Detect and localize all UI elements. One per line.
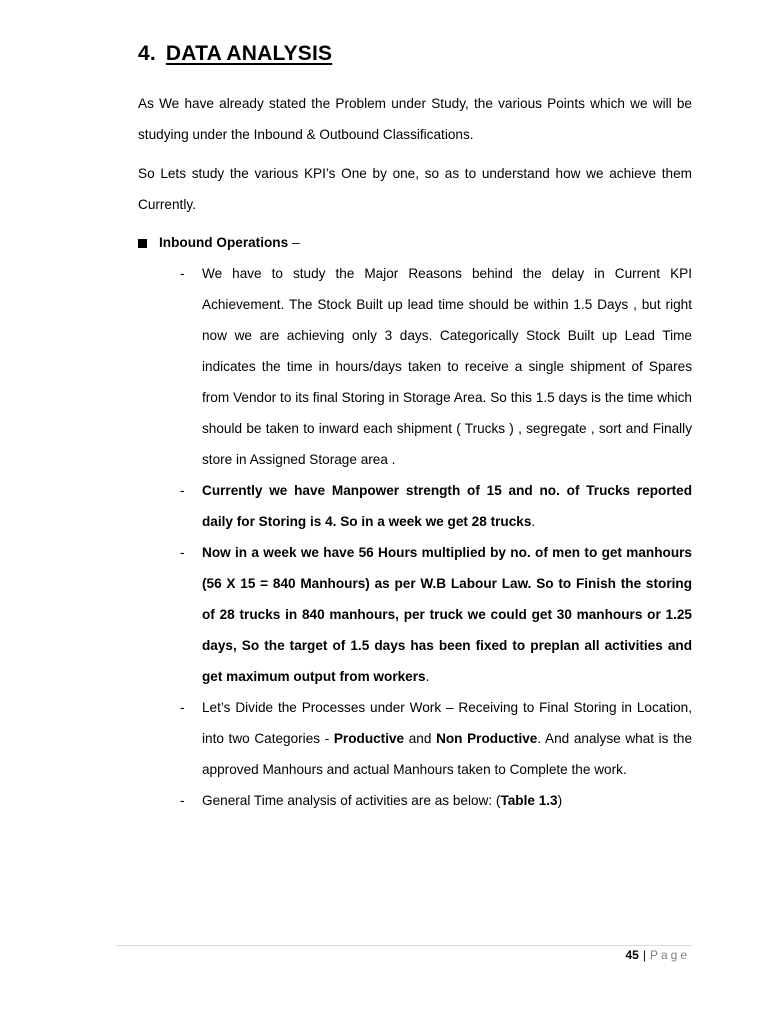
footer-divider [116,945,692,946]
inbound-operations-title: Inbound Operations [159,235,289,250]
inbound-operations-dash: – [292,235,300,250]
list-item [180,692,692,785]
list-item-text: General Time analysis of activities are as below: ( [202,793,501,808]
dash-marker: - [180,545,185,560]
list-item-text: . And analyse what is the approved Manhours and actual Manhours taken to Complete the work. [202,731,693,777]
list-item-text: We have to study the Major Reasons behind the delay in Current KPI Achievement. The Stock Built up lead time should be within 1.5 Days , but right now we are achieving only 3 days. Categorically Stock Built up Lead Time indicates the time in hours/days taken to receive a single shipment of Spares from Vendor to its final Storing in Storage Area. So this 1.5 days is the time which should be taken to inward each shipment ( Trucks ) , segregate , sort and Finally store in Assigned Storage area . [202,266,692,467]
heading-number: 4. [138,42,156,65]
page-footer [625,948,690,962]
list-item-tail: . [425,669,430,684]
list-item [180,475,692,537]
section-heading [138,42,332,66]
list-item [180,537,692,692]
list-item [180,785,692,816]
list-item-bold-text: Now in a week we have 56 Hours multiplied by no. of men to get manhours (56 X 15 = 840 Manhours) as per W.B Labour Law. So to Finish the storing of 28 trucks in 840 manhours, per truck we could get 30 manhours or 1.25 days, So the target of 1.5 days has been fixed to preplan all activities and get maximum output from workers [202,545,692,684]
list-item-bold-text: Currently we have Manpower strength of 15 and no. of Trucks reported daily for Storing is 4. So in a week we get 28 trucks [202,483,692,529]
list-item-text: ) [557,793,563,808]
page-label: Page [649,948,690,962]
inbound-points-list [180,258,692,816]
list-item-text: and [404,731,437,746]
dash-marker: - [180,700,185,715]
dash-marker: - [180,793,185,808]
footer-separator: | [642,948,646,962]
productive-label: Productive [333,731,405,746]
table-reference: Table 1.3 [500,793,558,808]
non-productive-label: Non Productive [436,731,538,746]
dash-marker: - [180,266,185,281]
page-number: 45 [625,948,639,962]
kpi-paragraph: So Lets study the various KPI’s One by one, so as to understand how we achieve them Currently. [138,166,692,212]
heading-title: DATA ANALYSIS [165,42,333,65]
list-item-tail: . [531,514,536,529]
list-item [180,258,692,475]
dash-marker: - [180,483,185,498]
list-item-text: Let’s Divide the Processes under Work – Receiving to Final Storing in Location, into two Categories - [202,700,692,746]
intro-paragraph: As We have already stated the Problem under Study, the various Points which we will be studying under the Inbound & Outbound Classifications. [138,96,692,142]
inbound-operations-heading [138,230,300,256]
square-bullet-icon [138,239,147,248]
